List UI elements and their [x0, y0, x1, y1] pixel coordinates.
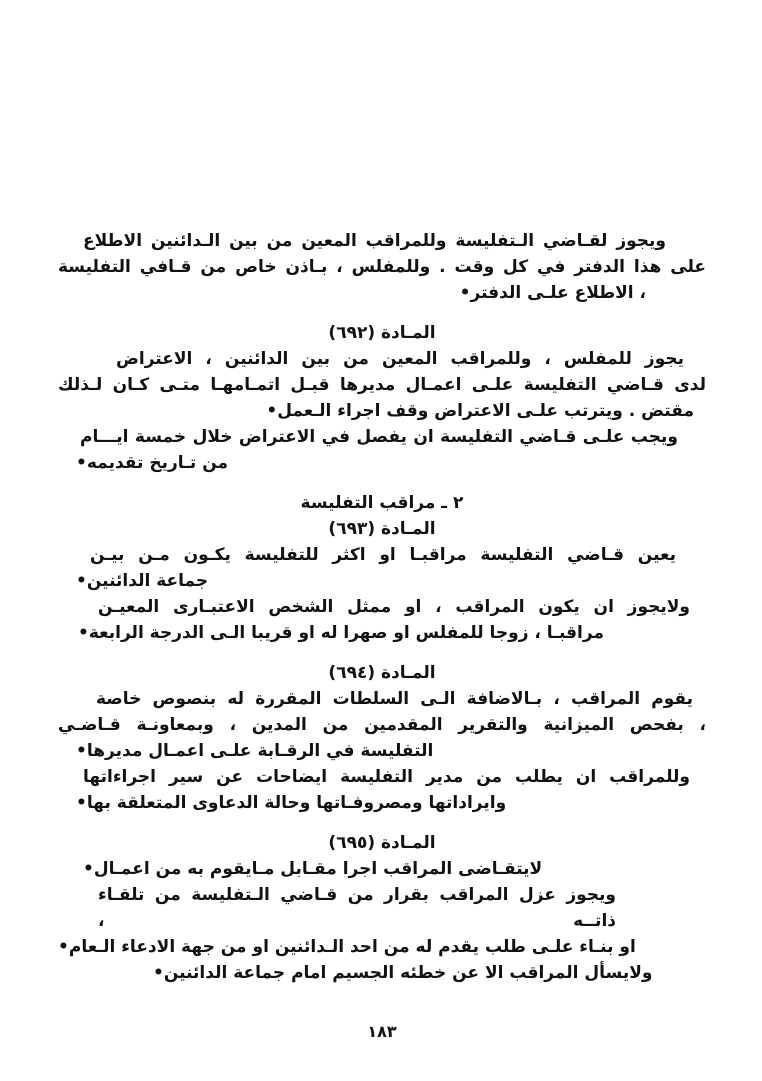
- text-line: مراقبـا ، زوجا للمفلس او صهرا له او قريبا الـى الدرجة الرابعة•: [78, 623, 604, 643]
- section-heading: ٢ ـ مراقب التفليسة: [300, 493, 464, 513]
- paragraph: [58, 856, 706, 882]
- text-line: التفليسة في الرقـابة علـى اعمـال مديرها•: [76, 741, 434, 761]
- document-text-block: [58, 228, 706, 986]
- text-line: لدى قـاضي التفليسة علـى اعمـال مديرها قبـل اتمـامهـا متـى كـان لـذلك: [58, 375, 706, 395]
- text-line: ولايسأل المراقب الا عن خطئه الجسيم امام جماعة الدائنين•: [153, 963, 653, 983]
- text-line: ، الاطلاع علـى الدفتر•: [459, 283, 646, 303]
- text-line: مقتض . ويترتب علـى الاعتراض وقف اجراء الـعمل•: [266, 401, 694, 421]
- article-heading: المـادة (٦٩٥): [328, 833, 436, 853]
- text-line: ويجوز عزل المراقب بقرار من قـاضي الـتفليسة من تلقـاء ذاتــه ،: [98, 885, 616, 931]
- text-line: لايتقـاضى المراقب اجرا مقـابل مـايقوم به من اعمـال•: [83, 859, 543, 879]
- text-line: ويجب علـى قـاضي التفليسة ان يفصل في الاعتراض خلال خمسة ايـــام: [80, 427, 678, 447]
- article-heading: المـادة (٦٩٢): [328, 323, 436, 343]
- text-line: ويجوز لقـاضي الـتفليسة وللمراقب المعين من بين الـدائنين الاطلاع: [83, 231, 666, 251]
- text-line: يقوم المراقب ، بـالاضافة الـى السلطات المقررة له بنصوص خاصة: [96, 689, 693, 709]
- text-line: ولايجوز ان يكون المراقب ، او ممثل الشخص الاعتبـارى المعيـن: [98, 597, 690, 617]
- text-line: يعين قـاضي التفليسة مراقبـا او اكثر للتفليسة يكـون مـن بيـن: [90, 545, 676, 565]
- text-line: او بنـاء علـى طلب يقدم له من احد الـدائنين او من جهة الادعاء الـعام•: [58, 937, 636, 957]
- text-line: ، بفحص الميزانية والتقرير المقدمين من المدين ، وبمعاونـة قـاضـي: [58, 715, 706, 735]
- paragraph: [58, 594, 706, 646]
- page-number: ١٨٣: [367, 1022, 397, 1041]
- text-line: من تـاريخ تقديمه•: [76, 453, 229, 473]
- article-heading: المـادة (٦٩٤): [328, 663, 436, 683]
- paragraph: [58, 424, 706, 476]
- text-line: على هذا الدفتر في كل وقت . وللمفلس ، بـاذن خاص من قـافي التفليسة: [58, 257, 706, 277]
- paragraph: [58, 882, 706, 960]
- paragraph: [58, 960, 706, 986]
- text-line: يجوز للمفلس ، وللمراقب المعين من بين الدائنين ، الاعتراض: [116, 349, 684, 369]
- paragraph: [58, 764, 706, 816]
- text-line: وللمراقب ان يطلب من مدير التفليسة ايضاحات عن سير اجراءاتها: [83, 767, 690, 787]
- paragraph: [58, 542, 706, 594]
- paragraph: [58, 686, 706, 764]
- paragraph: [58, 346, 706, 424]
- text-line: جماعة الدائنين•: [76, 571, 209, 591]
- text-line: وايراداتها ومصروفـاتها وحالة الدعاوى المتعلقة بها•: [76, 793, 507, 813]
- paragraph: [58, 228, 706, 306]
- article-heading: المـادة (٦٩٣): [328, 519, 436, 539]
